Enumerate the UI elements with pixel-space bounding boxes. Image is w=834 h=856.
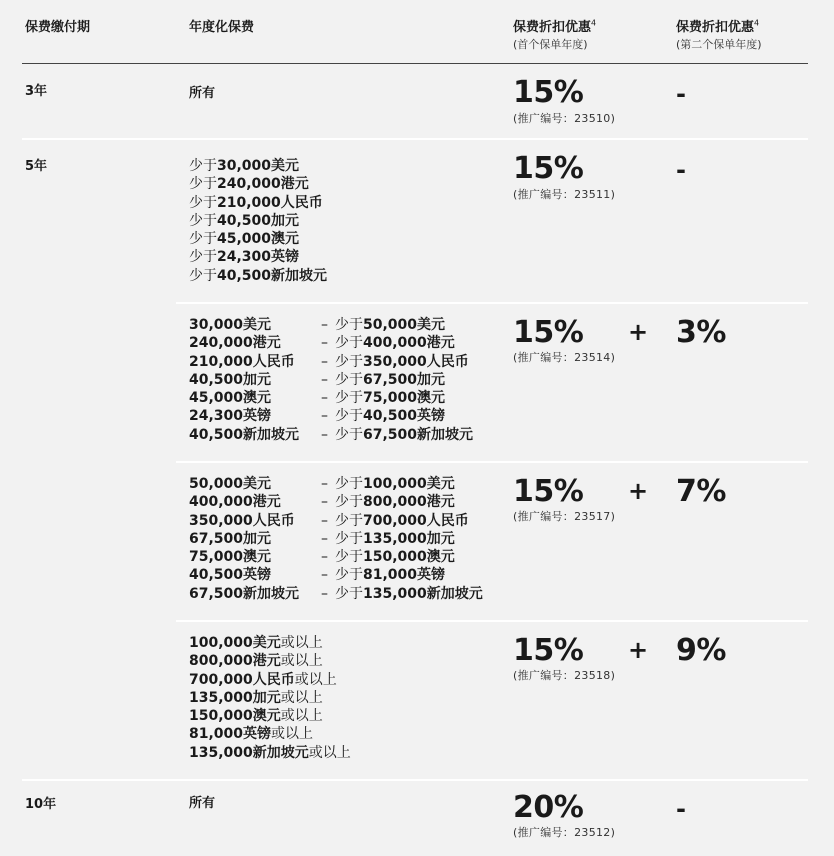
header-discount-second-year bbox=[676, 16, 762, 52]
premium-range-list bbox=[189, 475, 483, 603]
discount-second-value: 9% bbox=[676, 633, 726, 668]
term-3-years: 3年 bbox=[25, 84, 48, 99]
premium-line: 少于45,000澳元 bbox=[189, 231, 300, 248]
premium-all: 所有 bbox=[189, 86, 216, 101]
premium-range-line: 45,000澳元 – 少于75,000澳元 bbox=[189, 390, 446, 407]
discount-second-value: 7% bbox=[676, 474, 726, 509]
plus-sign: + bbox=[628, 318, 649, 346]
discount-first-value: 15% bbox=[513, 75, 584, 110]
row-divider bbox=[176, 620, 808, 622]
row-divider bbox=[22, 779, 808, 781]
premium-line: 少于40,500加元 bbox=[189, 212, 300, 229]
premium-range-line: 400,000港元 – 少于800,000港元 bbox=[189, 494, 455, 511]
premium-range-line: 40,500新加坡元 – 少于67,500新加坡元 bbox=[189, 426, 474, 443]
header-discount-second-sub: (第二个保单年度) bbox=[676, 38, 762, 51]
promo-code: (推广编号：23518) bbox=[513, 669, 616, 682]
premium-line: 少于24,300英镑 bbox=[189, 249, 300, 266]
term-10-years: 10年 bbox=[25, 797, 57, 812]
footnote-marker: 4 bbox=[754, 18, 760, 28]
premium-range-line: 67,500加元 – 少于135,000加元 bbox=[189, 530, 455, 547]
header-discount-second-label: 保费折扣优惠 bbox=[676, 20, 755, 35]
premium-range-line: 240,000港元 – 少于400,000港元 bbox=[189, 335, 455, 352]
premium-threshold-line: 81,000英镑或以上 bbox=[189, 726, 314, 743]
premium-line: 少于30,000美元 bbox=[189, 158, 300, 174]
premium-line: 少于240,000港元 bbox=[189, 176, 309, 193]
header-annual-premium: 年度化保费 bbox=[189, 20, 255, 35]
discount-second-value: - bbox=[676, 795, 686, 823]
row-divider bbox=[176, 461, 808, 463]
promo-code: (推广编号：23514) bbox=[513, 351, 616, 364]
promo-code: (推广编号：23512) bbox=[513, 826, 616, 839]
premium-line: 少于210,000人民币 bbox=[189, 194, 323, 211]
discount-first-value: 15% bbox=[513, 151, 584, 186]
discount-second-value: - bbox=[676, 156, 686, 184]
premium-line: 少于40,500新加坡元 bbox=[189, 267, 328, 284]
discount-second-value: 3% bbox=[676, 315, 726, 350]
promo-code: (推广编号：23510) bbox=[513, 112, 616, 125]
discount-first-value: 15% bbox=[513, 633, 584, 668]
premium-threshold-line: 135,000加元或以上 bbox=[189, 689, 323, 706]
plus-sign: + bbox=[628, 477, 649, 505]
premium-threshold-line: 700,000人民币或以上 bbox=[189, 671, 337, 688]
premium-range-line: 75,000澳元 – 少于150,000澳元 bbox=[189, 549, 455, 566]
premium-tier-list bbox=[189, 157, 327, 285]
row-divider bbox=[22, 138, 808, 140]
header-divider bbox=[22, 63, 808, 64]
premium-threshold-line: 135,000新加坡元或以上 bbox=[189, 744, 351, 761]
term-5-years: 5年 bbox=[25, 159, 48, 174]
premium-range-line: 24,300英镑 – 少于40,500英镑 bbox=[189, 408, 446, 425]
premium-threshold-line: 150,000澳元或以上 bbox=[189, 708, 323, 725]
row-divider bbox=[176, 302, 808, 304]
premium-range-line: 350,000人民币 – 少于700,000人民币 bbox=[189, 512, 469, 529]
header-payment-term: 保费缴付期 bbox=[25, 20, 91, 35]
header-discount-first-year bbox=[513, 16, 596, 52]
footnote-marker: 4 bbox=[591, 18, 597, 28]
premium-range-list bbox=[189, 316, 473, 444]
promo-code: (推广编号：23517) bbox=[513, 510, 616, 523]
header-discount-first-sub: (首个保单年度) bbox=[513, 38, 588, 51]
plus-sign: + bbox=[628, 636, 649, 664]
header-discount-first-label: 保费折扣优惠 bbox=[513, 20, 592, 35]
premium-range-line: 210,000人民币 – 少于350,000人民币 bbox=[189, 353, 469, 370]
promo-code: (推广编号：23511) bbox=[513, 188, 616, 201]
premium-range-line: 40,500英镑 – 少于81,000英镑 bbox=[189, 567, 446, 584]
premium-range-line: 30,000美元 – 少于50,000美元 bbox=[189, 317, 446, 333]
premium-threshold-list bbox=[189, 634, 351, 762]
discount-first-value: 15% bbox=[513, 315, 584, 350]
premium-threshold-line: 800,000港元或以上 bbox=[189, 653, 323, 670]
premium-range-line: 40,500加元 – 少于67,500加元 bbox=[189, 371, 446, 388]
premium-range-line: 67,500新加坡元 – 少于135,000新加坡元 bbox=[189, 585, 483, 602]
discount-second-value: - bbox=[676, 80, 686, 108]
premium-threshold-line: 100,000美元或以上 bbox=[189, 635, 323, 651]
premium-all: 所有 bbox=[189, 796, 216, 811]
premium-range-line: 50,000美元 – 少于100,000美元 bbox=[189, 476, 455, 492]
discount-first-value: 20% bbox=[513, 790, 584, 825]
discount-first-value: 15% bbox=[513, 474, 584, 509]
